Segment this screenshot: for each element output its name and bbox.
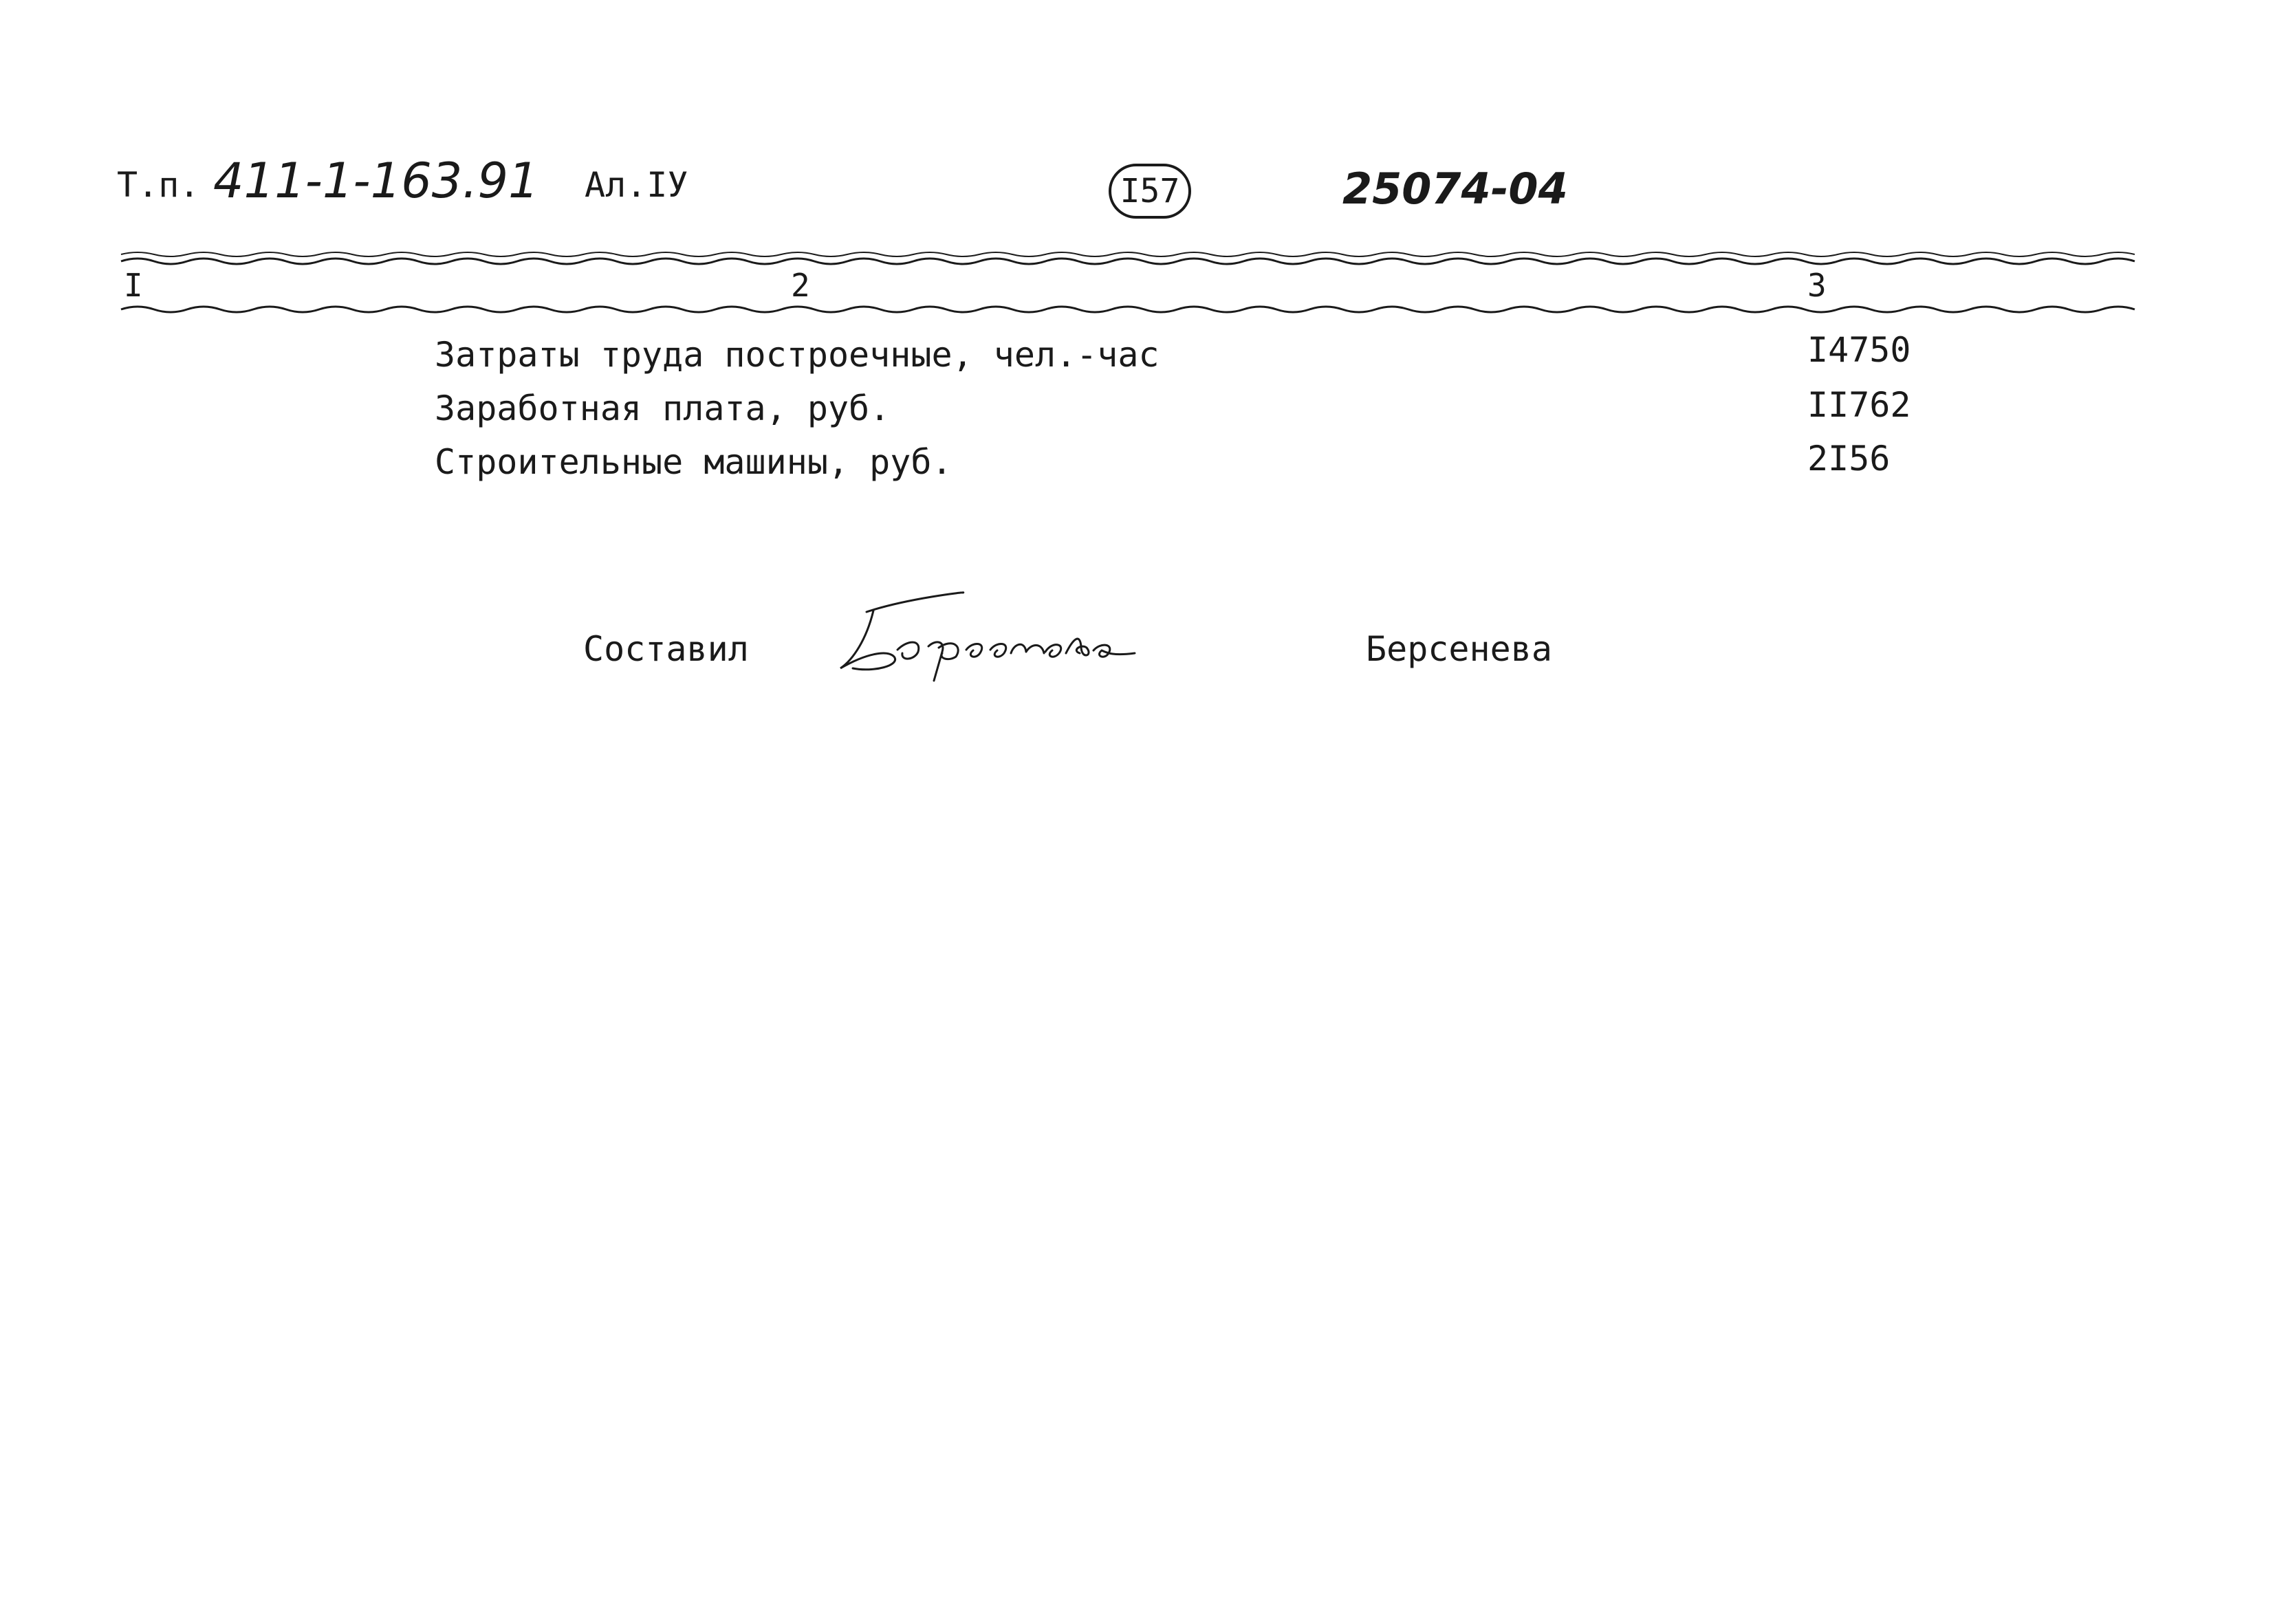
top-rule [0,249,2275,270]
page-number-badge: I57 [1109,164,1191,219]
document-code: 25074-04 [1342,164,1568,214]
row-label-labor: Затраты труда построечные, чел.-час [435,335,1160,375]
row-value-machines: 2I56 [1807,439,1891,479]
column-number-1: I [124,267,143,304]
row-value-wages: II762 [1807,385,1911,425]
album-number: Ал.IУ [585,165,688,205]
column-number-3: 3 [1807,267,1827,304]
compiled-by-label: Составил [583,629,749,669]
header-bottom-rule [0,300,2275,320]
compiler-name: Берсенева [1366,629,1552,669]
row-label-wages: Заработная плата, руб. [435,388,891,428]
header-prefix: Т.п. [117,165,200,205]
row-label-machines: Строительные машины, руб. [435,442,953,482]
row-value-labor: I4750 [1807,330,1911,370]
column-number-2: 2 [791,267,810,304]
handwritten-signature [825,584,1142,688]
project-number: 411-1-163.91 [213,153,539,209]
